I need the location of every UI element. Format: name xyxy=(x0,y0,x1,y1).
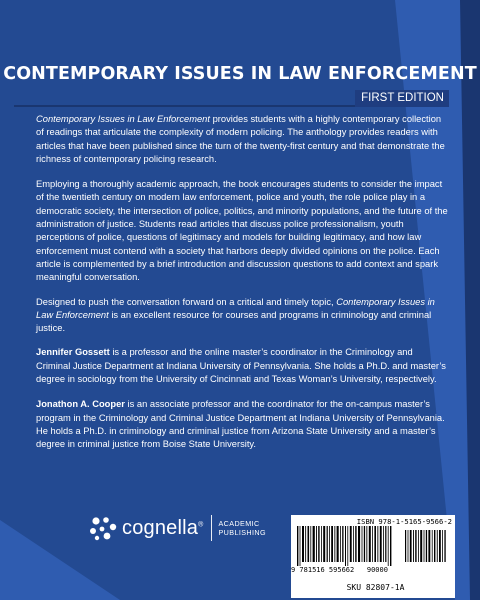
author-bio-2: Jonathon A. Cooper is an associate professor and the coordinator for the on-campus master’s program in the Criminology and Criminal Justice Department at Indiana University of Pennsylvania. He holds a Ph.D. in criminology and criminal justice from Arizona State University and a master’s degree in criminal justice from Boise State University. xyxy=(36,399,445,450)
author-name: Jonathon A. Cooper xyxy=(36,399,125,410)
sku-text: SKU 82807-1A xyxy=(346,583,405,592)
edition-label: FIRST EDITION xyxy=(355,90,449,107)
barcode-image xyxy=(295,526,451,566)
author-name: Jennifer Gossett xyxy=(36,347,110,358)
publisher-subtitle: ACADEMIC PUBLISHING xyxy=(218,519,267,537)
cognella-logo-icon xyxy=(88,515,118,541)
isbn-text: ISBN 978-1-5165-9566-2 xyxy=(356,517,452,526)
description-paragraph-3: Designed to push the conversation forward on a critical and timely topic, Contemporary Issues in Law Enforcement is an excellent resource for courses and programs in criminology and criminal justice. xyxy=(36,296,435,334)
edition-bar xyxy=(14,90,449,107)
description-text xyxy=(36,113,448,463)
book-title-italic: Contemporary Issues in Law Enforcement xyxy=(36,296,435,320)
publisher-name: cognella® xyxy=(122,516,204,539)
author-bio-1: Jennifer Gossett is a professor and the online master’s coordinator in the Criminology and Criminal Justice Department at Indiana University of Pennsylvania. She holds a Ph.D. and master’s degree in sociology from the University of Cincinnati and Texas Woman’s University, respectively. xyxy=(36,347,446,385)
description-paragraph-1: Contemporary Issues in Law Enforcement provides students with a highly contemporary collection of readings that articulate the complexity of modern policing. The anthology provides readers with articles that have been published since the turn of the twenty-first century and that demonstrate the richness of contemporary policing research. xyxy=(36,114,445,164)
description-paragraph-2: Employing a thoroughly academic approach, the book encourages students to consider the impact of the twentieth century on modern law enforcement, police and youth, the role police play in a democratic society, the intersection of police, politics, and minority populations, and the future of the administration of justice. Students read articles that discuss police professionalism, youth perceptions of police, questions of legitimacy and models for building legitimacy, and how law enforcement must contend with a society that harbors deeply divided opinions on the police. Each article is complemented by a brief introduction and discussion questions to add context and spark meaningful conversation. xyxy=(36,179,448,283)
book-title-italic: Contemporary Issues in Law Enforcement xyxy=(36,114,210,124)
logo-divider xyxy=(211,515,212,541)
barcode-box xyxy=(291,515,455,598)
book-title: CONTEMPORARY ISSUES IN LAW ENFORCEMENT xyxy=(3,64,477,84)
publisher-logo xyxy=(88,514,266,542)
barcode-digits: 9 781516 595662 90000 xyxy=(291,566,388,574)
